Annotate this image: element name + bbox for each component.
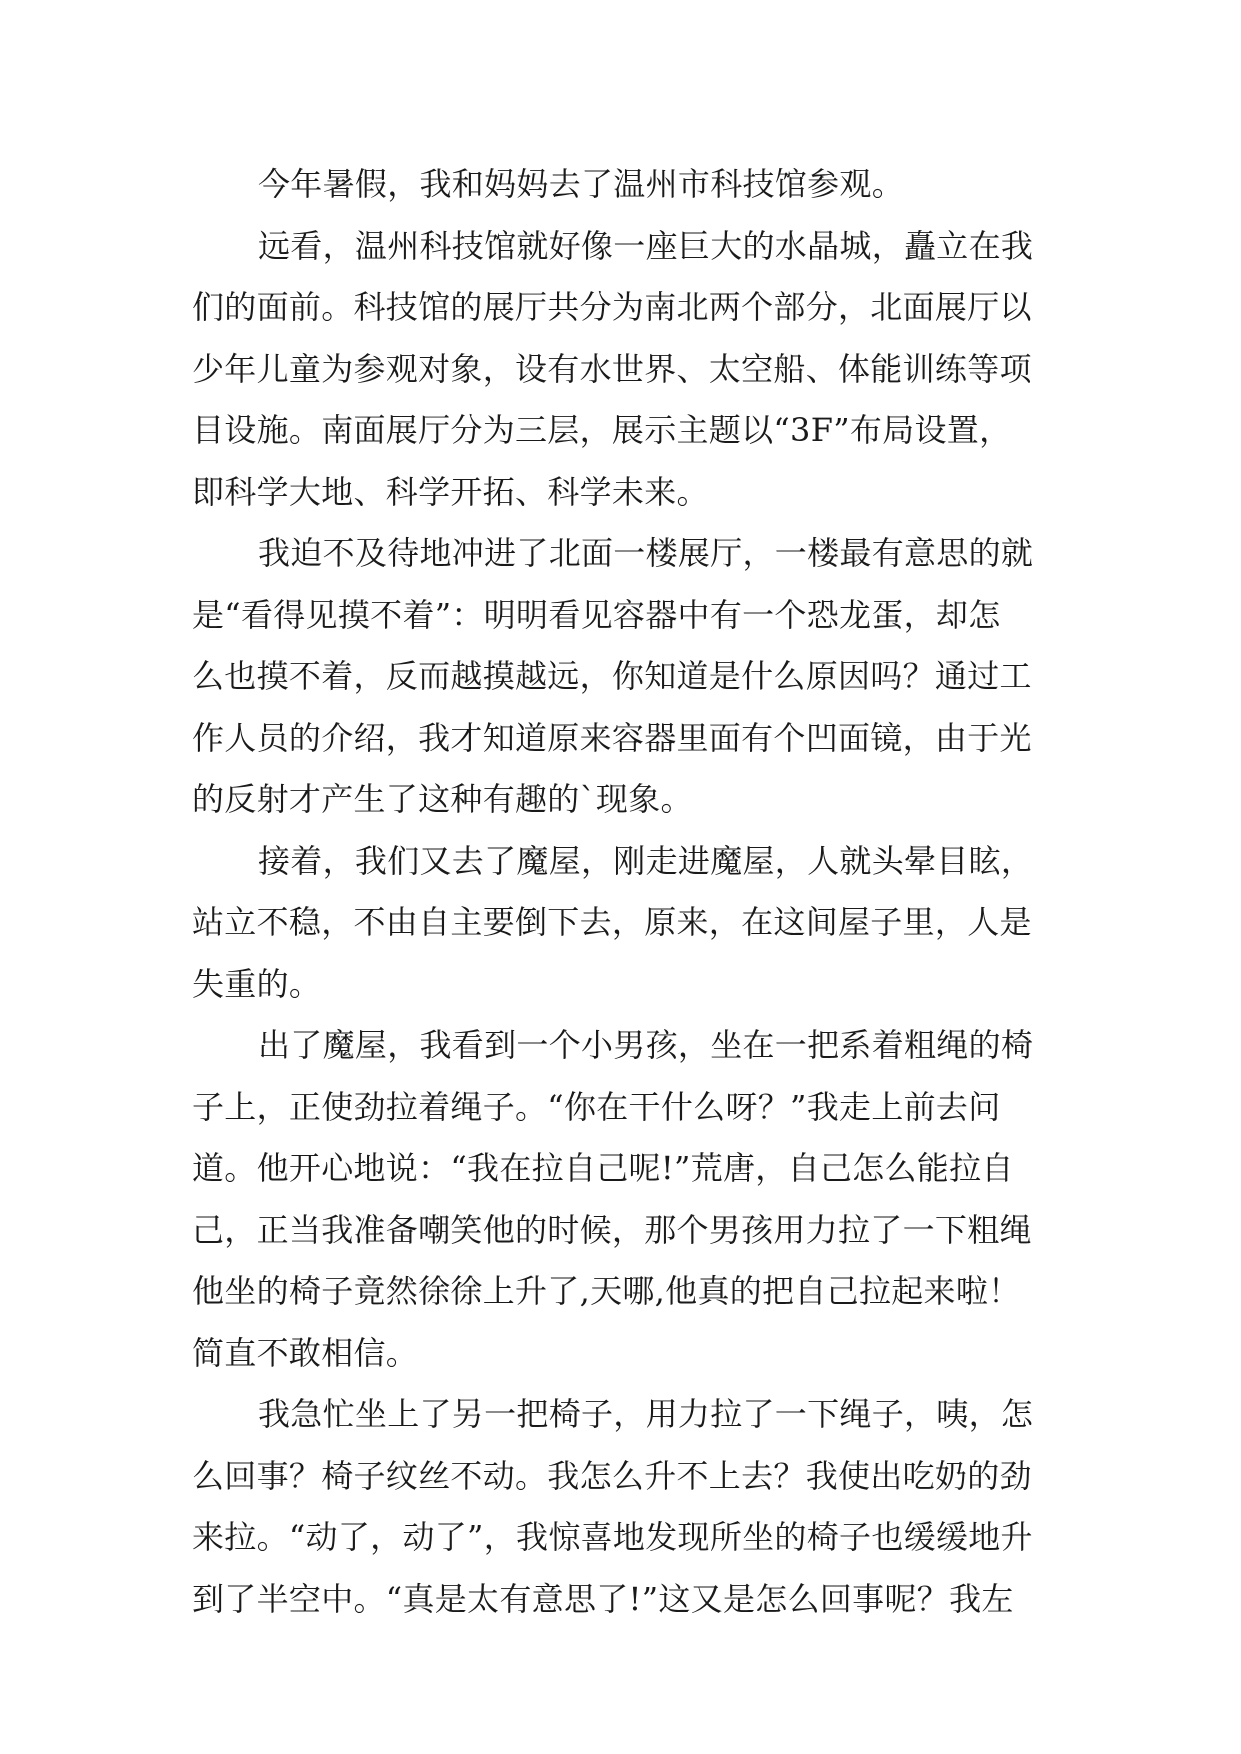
text-line: 来拉。“动了，动了”，我惊喜地发现所坐的椅子也缓缓地升 <box>192 1518 1033 1556</box>
text-line: 己，正当我准备嘲笑他的时候，那个男孩用力拉了一下粗绳 <box>192 1210 1032 1249</box>
text-line: 作人员的介绍，我才知道原来容器里面有个凹面镜，由于光 <box>192 718 1032 757</box>
text-line: 么也摸不着，反而越摸越远，你知道是什么原因吗？通过工 <box>192 657 1032 695</box>
text-line: 今年暑假，我和妈妈去了温州市科技馆参观。 <box>258 165 905 203</box>
text-line: 远看，温州科技馆就好像一座巨大的水晶城，矗立在我 <box>258 226 1034 265</box>
text-line: 子上，正使劲拉着绳子。“你在干什么呀？”我走上前去问 <box>192 1087 1001 1126</box>
text-line: 少年儿童为参观对象，设有水世界、太空船、体能训练等项 <box>192 349 1032 388</box>
text-line: 他坐的椅子竟然徐徐上升了,天哪,他真的把自己拉起来啦！ <box>192 1272 1021 1310</box>
text-line: 我迫不及待地冲进了北面一楼展厅，一楼最有意思的就 <box>258 534 1034 572</box>
text-line: 接着，我们又去了魔屋，刚走进魔屋，人就头晕目眩， <box>258 841 1034 880</box>
text-line: 即科学大地、科学开拓、科学未来。 <box>192 472 709 511</box>
text-line: 道。他开心地说：“我在拉自己呢!”荒唐，自己怎么能拉自 <box>192 1149 1014 1187</box>
text-line: 简直不敢相信。 <box>192 1333 419 1372</box>
text-line: 我急忙坐上了另一把椅子，用力拉了一下绳子，咦，怎 <box>258 1395 1034 1433</box>
document-body <box>192 154 1052 1630</box>
text-line: 出了魔屋，我看到一个小男孩，坐在一把系着粗绳的椅 <box>258 1026 1034 1064</box>
text-line: 们的面前。科技馆的展厅共分为南北两个部分，北面展厅以 <box>192 288 1032 326</box>
text-line: 到了半空中。“真是太有意思了!”这又是怎么回事呢？我左 <box>192 1579 1014 1618</box>
text-line: 目设施。南面展厅分为三层，展示主题以“3F”布局设置， <box>192 411 1012 449</box>
text-line: 失重的。 <box>192 964 322 1003</box>
text-line: 的反射才产生了这种有趣的`现象。 <box>192 780 693 818</box>
text-line: 是“看得见摸不着”：明明看见容器中有一个恐龙蛋，却怎 <box>192 595 1001 634</box>
text-line: 么回事？椅子纹丝不动。我怎么升不上去？我使出吃奶的劲 <box>192 1456 1032 1495</box>
text-line: 站立不稳，不由自主要倒下去，原来，在这间屋子里，人是 <box>192 903 1032 941</box>
